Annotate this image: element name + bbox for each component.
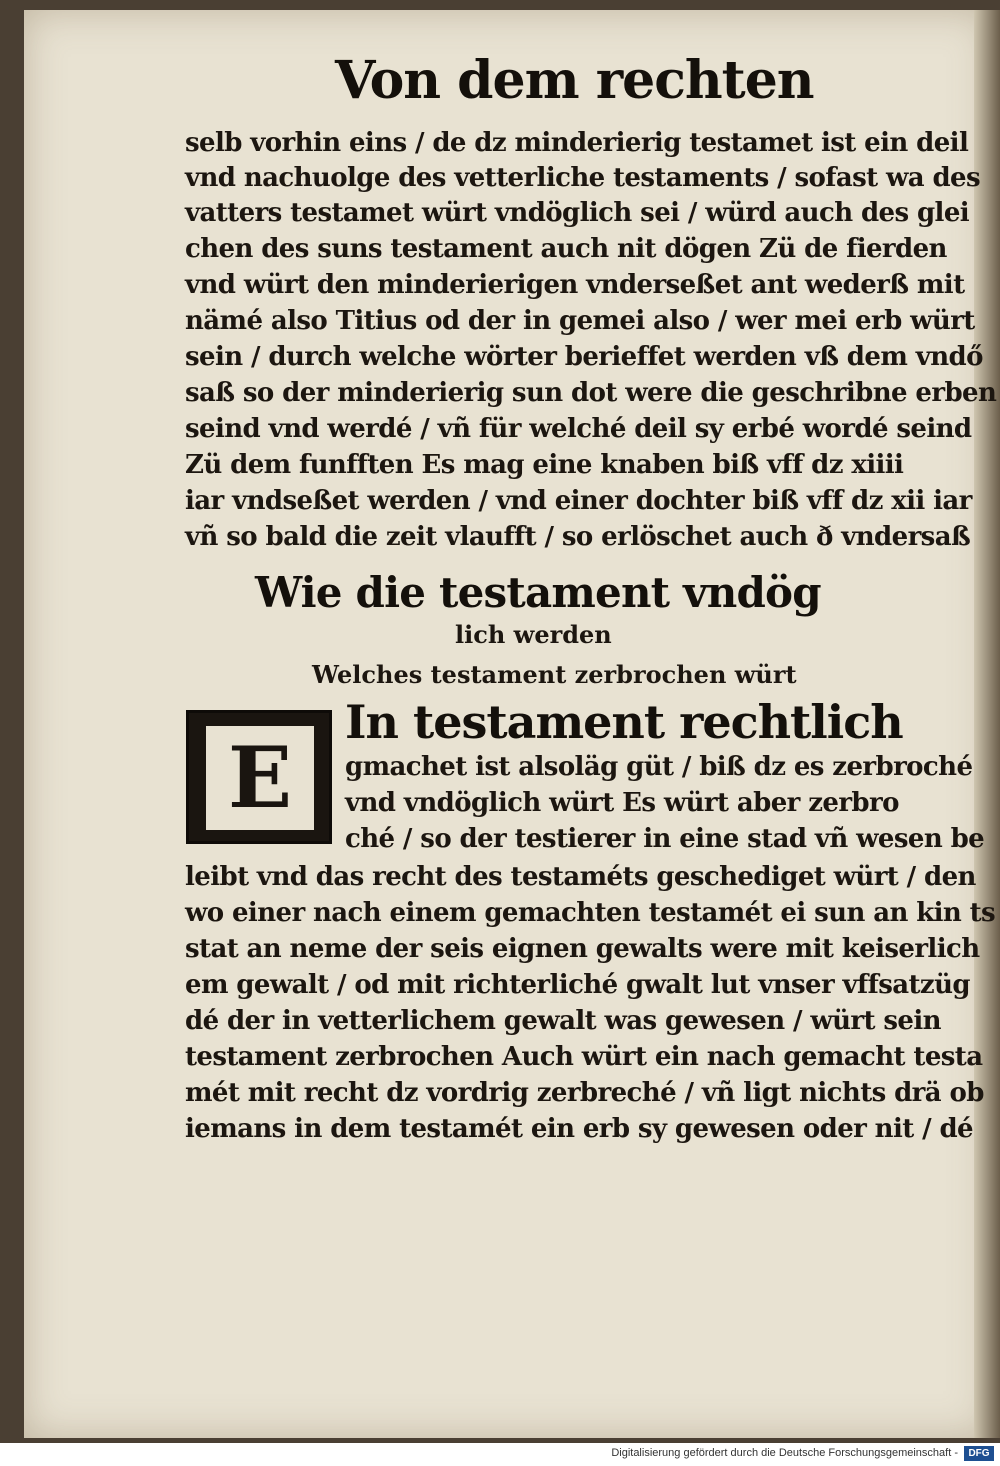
indented-line: vnd vndöglich würt Es würt aber zerbro: [345, 788, 899, 818]
section-subtitle: Welches testament zerbrochen würt: [312, 660, 797, 689]
decorated-initial-frame: [203, 723, 317, 833]
body-line: mét mit recht dz vordrig zerbreché / vñ ligt nichts drä ob: [185, 1078, 984, 1108]
body-line: em gewalt / od mit richterliché gwalt lut vnser vffsatzüg: [185, 970, 970, 1000]
initial-letter: E: [227, 728, 293, 827]
body-line: vnd nachuolge des vetterliche testaments / sofast wa des: [185, 163, 981, 193]
body-line: vatters testamet würt vndöglich sei / würd auch des glei: [185, 198, 970, 228]
body-line: iar vndseßet werden / vnd einer dochter biß vff dz xii iar: [185, 486, 972, 516]
body-line: nämé also Titius od der in gemei also / wer mei erb würt: [185, 306, 975, 336]
section-title: Wie die testament vndög: [255, 568, 821, 617]
body-line: leibt vnd das recht des testaméts geschediget würt / den: [185, 862, 976, 892]
body-line: dé der in vetterlichem gewalt was gewesen / würt sein: [185, 1006, 941, 1036]
body-line: testament zerbrochen Auch würt ein nach gemacht testa: [185, 1042, 983, 1072]
lead-line: In testament rechtlich: [345, 695, 903, 749]
running-headline: Von dem rechten: [335, 50, 814, 111]
body-line: chen des suns testament auch nit dögen Zü de fierden: [185, 234, 947, 264]
body-line: selb vorhin eins / de dz minderierig testamet ist ein deil: [185, 128, 969, 158]
section-title-continued: lich werden: [455, 620, 612, 649]
body-line: seind vnd werdé / vñ für welché deil sy erbé wordé seind: [185, 414, 972, 444]
funding-credit: Digitalisierung gefördert durch die Deutsche Forschungsgemeinschaft -: [611, 1447, 958, 1459]
body-line: iemans in dem testamét ein erb sy gewesen oder nit / dé: [185, 1114, 973, 1144]
indented-line: ché / so der testierer in eine stad vñ wesen be: [345, 824, 985, 854]
body-line: vñ so bald die zeit vlaufft / so erlöschet auch ð vndersaß: [185, 522, 971, 552]
footer-bar: [0, 1443, 1000, 1466]
body-line: wo einer nach einem gemachten testamét ei sun an kin ts: [185, 898, 996, 928]
page-binding-edge: [974, 10, 1000, 1438]
decorated-initial: [186, 710, 332, 844]
body-line: Zü dem funfften Es mag eine knaben biß vff dz xiiii: [185, 450, 904, 480]
body-line: vnd würt den minderierigen vnderseßet ant wederß mit: [185, 270, 965, 300]
body-line: saß so der minderierig sun dot were die geschribne erben: [185, 378, 997, 408]
dfg-logo[interactable]: DFG: [964, 1446, 994, 1461]
body-line: stat an neme der seis eignen gewalts were mit keiserlich: [185, 934, 980, 964]
body-line: sein / durch welche wörter berieffet werden vß dem vndő: [185, 342, 983, 372]
indented-line: gmachet ist alsoläg güt / biß dz es zerbroché: [345, 752, 973, 782]
